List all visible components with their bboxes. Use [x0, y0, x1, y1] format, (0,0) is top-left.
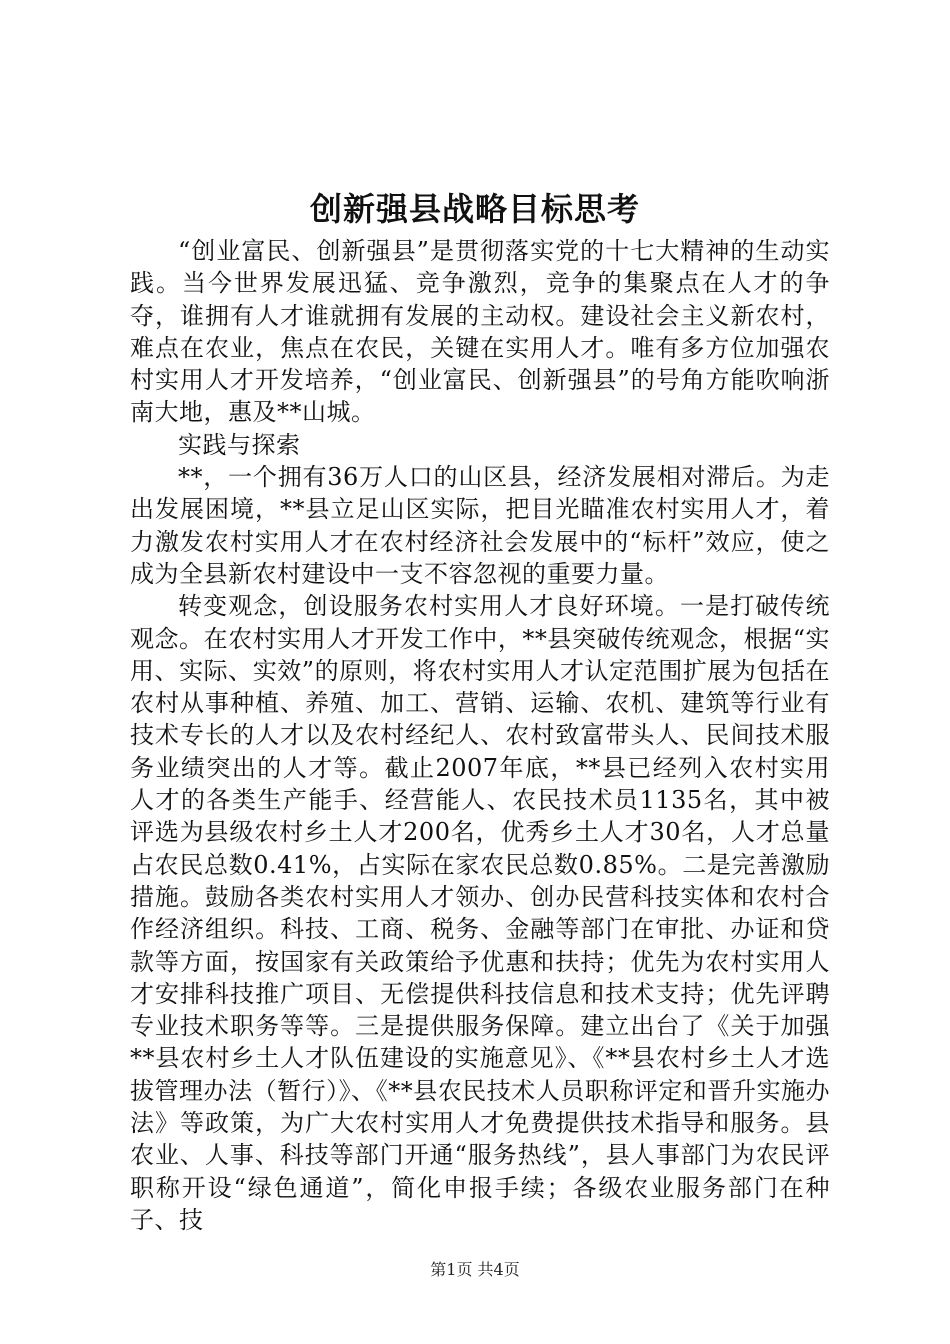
page-footer: 第1页 共4页	[430, 1260, 520, 1279]
body-paragraph: **，一个拥有36万人口的山区县，经济发展相对滞后。为走出发展困境，**县立足山区实际，把目光瞄准农村实用人才，着力激发农村实用人才在农村经济社会发展中的“标杆”效应，使之成为全县新农村建设中一支不容忽视的重要力量。	[130, 463, 830, 588]
intro-paragraph: “创业富民、创新强县”是贯彻落实党的十七大精神的生动实践。当今世界发展迅猛、竞争激烈，竞争的集聚点在人才的争夺，谁拥有人才谁就拥有发展的主动权。建设社会主义新农村，难点在农业，焦点在农民，关键在实用人才。唯有多方位加强农村实用人才开发培养，“创业富民、创新强县”的号角方能吹响浙南大地，惠及**山城。	[130, 237, 830, 427]
document-title: 创新强县战略目标思考	[309, 190, 640, 228]
section-heading: 实践与探索	[178, 430, 301, 459]
body-paragraph: 转变观念，创设服务农村实用人才良好环境。一是打破传统观念。在农村实用人才开发工作中，**县突破传统观念，根据“实用、实际、实效”的原则，将农村实用人才认定范围扩展为包括在农村从事种植、养殖、加工、营销、运输、农机、建筑等行业有技术专长的人才以及农村经纪人、农村致富带头人、民间技术服务业绩突出的人才等。截止2007年底，**县已经列入农村实用人才的各类生产能手、经营能人、农民技术员1135名，其中被评选为县级农村乡土人才200名，优秀乡土人才30名，人才总量占农民总数0.41%，占实际在家农民总数0.85%。二是完善激励措施。鼓励各类农村实用人才领办、创办民营科技实体和农村合作经济组织。科技、工商、税务、金融等部门在审批、办证和贷款等方面，按国家有关政策给予优惠和扶持；优先为农村实用人才安排科技推广项目、无偿提供科技信息和技术支持；优先评聘专业技术职务等等。三是提供服务保障。建立出台了《关于加强**县农村乡土人才队伍建设的实施意见》、《**县农村乡土人才选拔管理办法（暂行）》、《**县农民技术人员职称评定和晋升实施办法》等政策，为广大农村实用人才免费提供技术指导和服务。县农业、人事、科技等部门开通“服务热线”，县人事部门为农民评职称开设“绿色通道”，简化申报手续；各级农业服务部门在种子、技	[130, 592, 830, 1234]
document-body	[130, 235, 830, 1236]
